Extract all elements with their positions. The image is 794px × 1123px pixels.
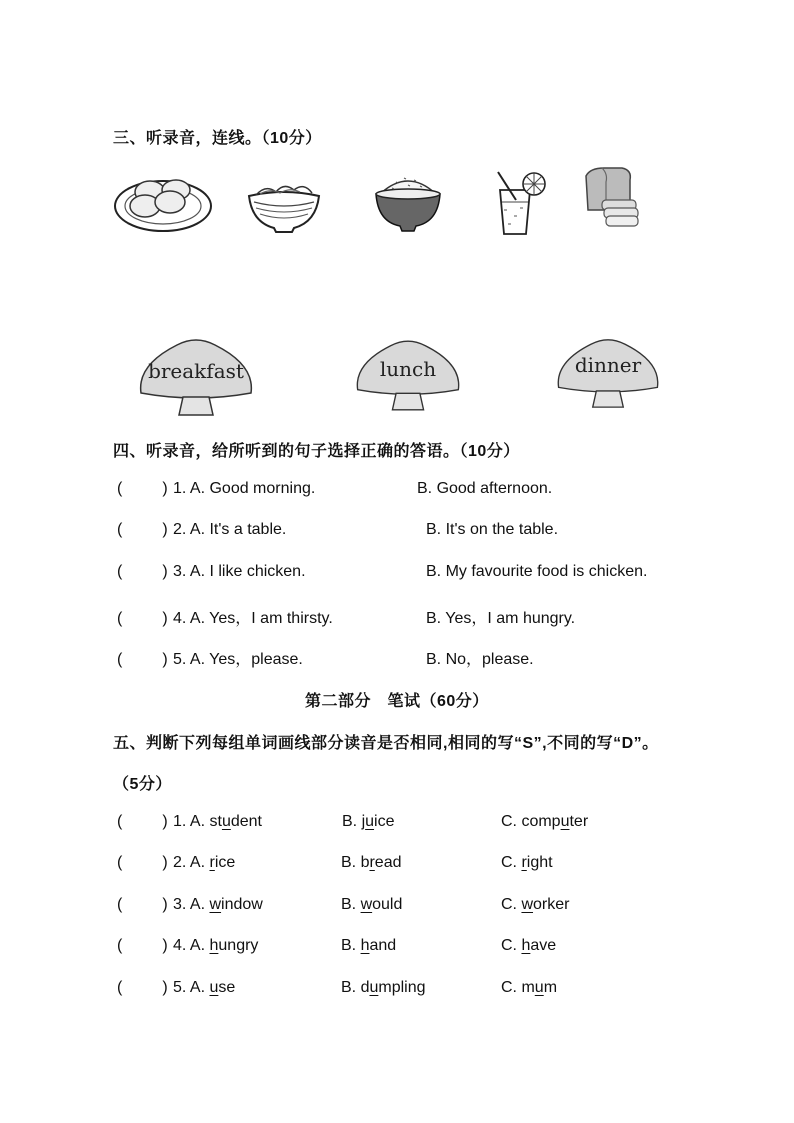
label-dinner: dinner xyxy=(574,353,642,377)
answer-blank[interactable]: ( ) xyxy=(117,521,168,538)
answer-blank[interactable]: ( ) xyxy=(117,610,168,627)
word-c: C. right xyxy=(501,854,553,871)
option-a: 3. A. I like chicken. xyxy=(173,563,306,580)
juice-glass-icon xyxy=(490,170,548,236)
section5-title: 五、判断下列每组单词画线部分读音是否相同,相同的写“S”,不同的写“D”。 xyxy=(113,735,659,752)
list-item xyxy=(117,480,315,498)
word-b: B. juice xyxy=(342,813,395,830)
answer-blank[interactable]: ( ) xyxy=(117,480,168,497)
answer-blank[interactable]: ( ) xyxy=(117,937,168,954)
table-row: ( ) 3. A. window xyxy=(117,896,263,913)
option-b: B. Yes，I am hungry. xyxy=(426,610,576,627)
answer-blank[interactable]: ( ) xyxy=(117,563,168,580)
word-b: B. bread xyxy=(341,854,402,871)
section3-title: 三、听录音，连线。（10分） xyxy=(113,130,322,147)
option-b: B. No，please. xyxy=(426,651,534,668)
list-item xyxy=(117,563,306,581)
label-breakfast: breakfast xyxy=(148,359,244,383)
option-a: 2. A. It's a table. xyxy=(173,521,287,538)
answer-blank[interactable]: ( ) xyxy=(117,813,168,830)
table-row: ( ) 5. A. use xyxy=(117,979,236,996)
answer-blank[interactable]: ( ) xyxy=(117,896,168,913)
list-item xyxy=(117,521,286,539)
word-b: B. hand xyxy=(341,937,397,954)
word-c: C. computer xyxy=(501,813,589,830)
table-row: ( ) 4. A. hungry xyxy=(117,937,259,954)
option-b: B. Good afternoon. xyxy=(417,480,553,497)
answer-blank[interactable]: ( ) xyxy=(117,651,168,668)
mushroom-lunch xyxy=(354,333,472,417)
label-lunch: lunch xyxy=(379,357,437,381)
eggs-plate-icon xyxy=(112,170,214,234)
bread-loaf-icon xyxy=(582,166,640,234)
word-b: B. would xyxy=(341,896,403,913)
word-b: B. dumpling xyxy=(341,979,426,996)
list-item xyxy=(117,646,303,669)
option-a: 1. A. Good morning. xyxy=(173,480,316,497)
option-b: B. It's on the table. xyxy=(426,521,559,538)
answer-blank[interactable]: ( ) xyxy=(117,854,168,871)
noodles-bowl-icon xyxy=(246,178,322,234)
option-b: B. My favourite food is chicken. xyxy=(426,563,648,580)
part2-title: 第二部分 笔试（60分） xyxy=(305,693,489,710)
table-row: ( ) 2. A. rice xyxy=(117,854,236,871)
mushroom-dinner xyxy=(555,331,673,415)
mushroom-breakfast xyxy=(137,335,255,419)
word-c: C. have xyxy=(501,937,557,954)
option-a: 5. A. Yes，please. xyxy=(173,651,303,668)
section5-score: （5分） xyxy=(113,776,172,793)
section4-title: 四、听录音，给所听到的句子选择正确的答语。（10分） xyxy=(113,443,520,460)
list-item xyxy=(117,605,333,628)
word-c: C. mum xyxy=(501,979,558,996)
answer-blank[interactable]: ( ) xyxy=(117,979,168,996)
table-row: ( ) 1. A. student xyxy=(117,813,262,830)
rice-bowl-icon xyxy=(374,168,442,234)
option-a: 4. A. Yes，I am thirsty. xyxy=(173,610,333,627)
word-c: C. worker xyxy=(501,896,570,913)
